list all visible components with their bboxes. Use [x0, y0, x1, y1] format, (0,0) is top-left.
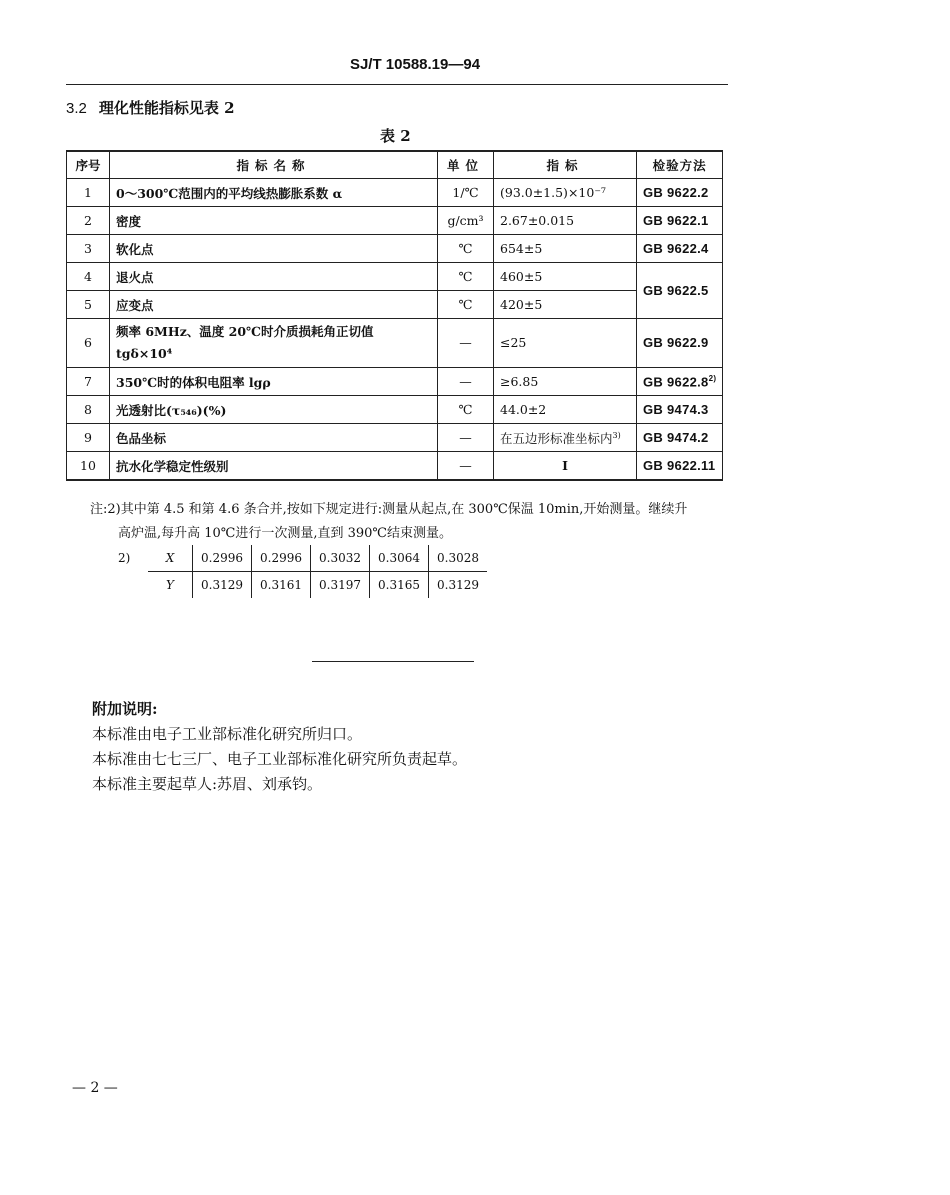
- row-unit: ℃: [438, 235, 494, 263]
- table-row: [67, 452, 723, 481]
- table-row: [67, 179, 723, 207]
- y-value: 0.3129: [193, 572, 252, 599]
- page-number: — 2 —: [72, 1080, 118, 1096]
- row-name: 色品坐标: [110, 424, 438, 452]
- row-unit: g/cm³: [438, 207, 494, 235]
- row-value: ≥6.85: [494, 368, 637, 396]
- row-name: 0～300℃范围内的平均线热膨胀系数 α: [110, 179, 438, 207]
- row-value: [494, 424, 637, 452]
- x-row: [118, 545, 487, 572]
- footnote-index-spacer: [118, 572, 148, 599]
- x-value: 0.3028: [429, 545, 488, 572]
- table-header-row: [67, 151, 723, 179]
- footnote-ref: 2): [708, 373, 717, 383]
- footnote-index: 2): [118, 551, 131, 566]
- row-name: [110, 319, 438, 368]
- x-value: 0.2996: [193, 545, 252, 572]
- additional-title: 附加说明:: [92, 700, 158, 718]
- row-no: 10: [67, 452, 110, 481]
- section-heading: [66, 97, 235, 118]
- row-unit: ℃: [438, 263, 494, 291]
- x-label: X: [148, 545, 193, 572]
- row-method-text: GB 9622.8: [643, 374, 709, 390]
- row-no: 2: [67, 207, 110, 235]
- row-unit: —: [438, 452, 494, 481]
- additional-line: 本标准由电子工业部标准化研究所归口。: [92, 725, 363, 743]
- table-row: [67, 319, 723, 368]
- table-row: [67, 235, 723, 263]
- section-title: 理化性能指标见表 2: [98, 99, 235, 117]
- row-value: (93.0±1.5)×10⁻⁷: [494, 179, 637, 207]
- row-method: GB 9622.2: [637, 179, 723, 207]
- row-no: 8: [67, 396, 110, 424]
- row-value: 460±5: [494, 263, 637, 291]
- row-unit: —: [438, 368, 494, 396]
- row-unit: ℃: [438, 291, 494, 319]
- row-no: 5: [67, 291, 110, 319]
- y-value: 0.3129: [429, 572, 488, 599]
- row-name: 抗水化学稳定性级别: [110, 452, 438, 481]
- row-value: ≤25: [494, 319, 637, 368]
- row-value: 420±5: [494, 291, 637, 319]
- additional-line: 本标准主要起草人:苏眉、刘承钧。: [92, 775, 323, 793]
- row-name: 应变点: [110, 291, 438, 319]
- section-number: 3.2: [66, 100, 87, 117]
- additional-line: 本标准由七七三厂、电子工业部标准化研究所负责起草。: [92, 750, 468, 768]
- row-method: [637, 368, 723, 396]
- y-value: 0.3197: [311, 572, 370, 599]
- y-label: Y: [166, 578, 174, 592]
- header-method: 检验方法: [637, 151, 723, 179]
- row-method: GB 9622.9: [637, 319, 723, 368]
- table-note: [90, 498, 730, 546]
- x-value: 0.2996: [252, 545, 311, 572]
- row-method: GB 9622.1: [637, 207, 723, 235]
- row-name: 软化点: [110, 235, 438, 263]
- row-value: 654±5: [494, 235, 637, 263]
- y-row: [118, 572, 487, 599]
- row-value-text: 在五边形标准坐标内: [500, 430, 613, 446]
- note-line-1: 注:2)其中第 4.5 和第 4.6 条合并,按如下规定进行:测量从起点,在 300℃保温 10min,开始测量。继续升: [90, 502, 688, 517]
- row-name: 退火点: [110, 263, 438, 291]
- table-row: [67, 263, 723, 291]
- x-value: 0.3032: [311, 545, 370, 572]
- y-value: 0.3161: [252, 572, 311, 599]
- standard-code-header: SJ/T 10588.19—94: [349, 56, 481, 73]
- row-method: GB 9474.3: [637, 396, 723, 424]
- row-unit: 1/℃: [438, 179, 494, 207]
- footnote-ref: 3): [612, 430, 621, 440]
- row-value: I: [494, 452, 637, 481]
- table-row: [67, 207, 723, 235]
- row-unit: —: [438, 319, 494, 368]
- row-no: 9: [67, 424, 110, 452]
- chromaticity-table: [118, 545, 487, 598]
- table-row: [67, 424, 723, 452]
- header-name: 指标名称: [110, 151, 438, 179]
- y-value: 0.3165: [370, 572, 429, 599]
- x-value: 0.3064: [370, 545, 429, 572]
- row-name: 350℃时的体积电阻率 lgρ: [110, 368, 438, 396]
- row-name-line2: tgδ×10⁴: [116, 346, 173, 361]
- section-divider: [312, 661, 474, 662]
- row-no: 3: [67, 235, 110, 263]
- row-method: GB 9474.2: [637, 424, 723, 452]
- note-line-2: 高炉温,每升高 10℃进行一次测量,直到 390℃结束测量。: [118, 526, 452, 541]
- header-value: 指标: [494, 151, 637, 179]
- row-no: 1: [67, 179, 110, 207]
- spec-table: [66, 150, 723, 481]
- row-value: 44.0±2: [494, 396, 637, 424]
- header-unit: 单位: [438, 151, 494, 179]
- row-method: GB 9622.11: [637, 452, 723, 481]
- table-caption: 表 2: [380, 127, 411, 145]
- row-method: GB 9622.4: [637, 235, 723, 263]
- row-no: 4: [67, 263, 110, 291]
- row-name-line1: 频率 6MHz、温度 20℃时介质损耗角正切值: [116, 324, 374, 339]
- header-no: 序号: [67, 151, 110, 179]
- table-row: [67, 396, 723, 424]
- row-unit: —: [438, 424, 494, 452]
- additional-notes: [92, 697, 467, 797]
- table-row: [67, 368, 723, 396]
- table-row: [67, 291, 723, 319]
- row-value: 2.67±0.015: [494, 207, 637, 235]
- chromaticity-coordinates: [118, 545, 487, 598]
- row-name: 密度: [110, 207, 438, 235]
- row-name: 光透射比(τ₅₄₆)(%): [110, 396, 438, 424]
- row-method-merged: GB 9622.5: [637, 263, 723, 319]
- row-no: 6: [67, 319, 110, 368]
- row-no: 7: [67, 368, 110, 396]
- row-unit: ℃: [438, 396, 494, 424]
- header-rule: [66, 84, 728, 85]
